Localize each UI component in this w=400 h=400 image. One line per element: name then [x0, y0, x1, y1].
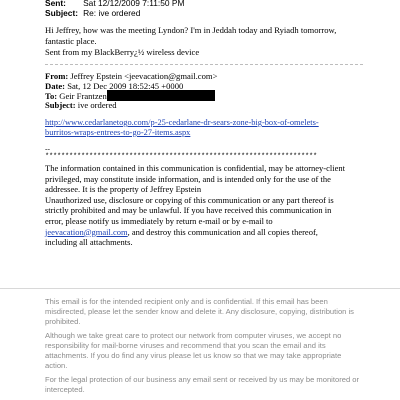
- confidentiality-notice: [45, 163, 345, 248]
- sent-label: Sent:: [45, 0, 66, 8]
- reply-signature: Sent from my BlackBerry¿½ wireless device: [45, 47, 200, 57]
- notice-part-a: The information contained in this communication is confidential, may be attorney-client privileged, may constitute inside information, and is intended only for the use of the addressee. It is the property of Jeffrey Epstein: [45, 163, 346, 195]
- footer-disclaimer: This email is for the intended recipient only and is confidential. If this email has been misdirected, please let the sender know and delete it. Any disclosure, copying, distribution is prohibited.: [45, 297, 354, 326]
- to-value: Geir Frantzen: [59, 91, 107, 101]
- signature-dash: --: [45, 144, 50, 153]
- reply-message: Hi Jeffrey, how was the meeting Lyndon? I'm in Jeddah today and Ryiadh tomorrow, fantastic place.: [45, 25, 337, 46]
- date-row: [45, 81, 183, 91]
- notice-part-b: Unauthorized use, disclosure or copying of this communication or any part thereof is strictly prohibited and may be unlawful. If you have received this communication in error, please notify us immediately by return e-mail or by e-mail to: [45, 194, 334, 226]
- product-link[interactable]: http://www.cedarlanetogo.com/p-25-cedarlane-dr-sears-zone-big-box-of-omelets-burritos-wraps-entrees-to-go-27-items.aspx: [45, 118, 319, 137]
- original-subject-label: Subject:: [45, 99, 76, 110]
- subject-value: Re: ive ordered: [83, 8, 141, 18]
- date-label: Date:: [45, 80, 66, 91]
- original-subject-row: [45, 100, 117, 110]
- sent-value: Sat 12/12/2009 7:11:50 PM: [83, 0, 185, 8]
- notice-email-link[interactable]: jeevacation@gmail.com: [45, 226, 128, 237]
- asterisk-divider: ********************************************************************: [45, 153, 318, 161]
- to-label: To:: [45, 91, 58, 101]
- notice-part-c: , and destroy this communication and all copies thereof, including all attachments.: [45, 226, 318, 248]
- date-value: Sat, 12 Dec 2009 18:52:45 +0000: [67, 80, 184, 91]
- footer-virus-notice: Although we take great care to protect our network from computer viruses, we accept no responsibility for mail-borne viruses and recommend that you scan the email and its attachments. If you do find any virus please let us know so that we may take appropriate action.: [45, 331, 342, 370]
- original-subject-value: ive ordered: [77, 99, 117, 110]
- from-label: From:: [45, 71, 69, 81]
- from-value[interactable]: Jeffrey Epstein <jeevacation@gmail.com>: [70, 71, 218, 81]
- subject-label: Subject:: [45, 8, 79, 18]
- separator-rule: [45, 64, 363, 65]
- subject-row: [45, 8, 140, 19]
- notice-part-b-wrap: [45, 195, 345, 248]
- from-row: [45, 71, 217, 81]
- footer-divider: [0, 288, 400, 289]
- footer-monitoring-notice: For the legal protection of our business any email sent or received by us may be monitored or intercepted.: [45, 375, 360, 394]
- redaction-bar: [107, 90, 215, 101]
